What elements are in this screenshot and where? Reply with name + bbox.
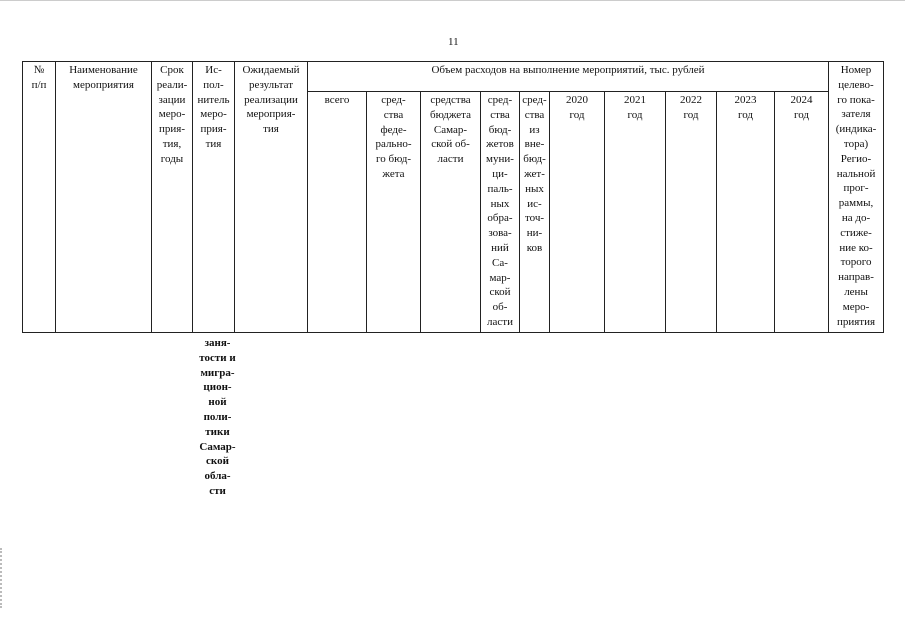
- header-activity-name: Наименование мероприятия: [56, 62, 152, 333]
- header-executor: Ис- пол- нитель меро- прия- тия: [193, 62, 235, 333]
- expenses-table: [22, 61, 884, 333]
- page-number: 11: [448, 36, 459, 48]
- subheader-municipal-budgets: сред- ства бюд- жетов муни- ци- паль- ных обра- зова- ний Са- мар- ской об- ласти: [481, 92, 520, 333]
- header-expenses-volume: Объем расходов на выполнение мероприятий, тыс. рублей: [308, 62, 829, 92]
- subheader-year-2023: 2023 год: [717, 92, 775, 333]
- subheader-year-2022: 2022 год: [666, 92, 717, 333]
- subheader-year-2021: 2021 год: [605, 92, 666, 333]
- subheader-year-2024: 2024 год: [775, 92, 829, 333]
- subheader-federal-budget: сред- ства феде- рально- го бюд- жета: [367, 92, 421, 333]
- executor-continuation-text: заня- тости и мигра- цион- ной поли- тики Самар- ской обла- сти: [199, 337, 236, 497]
- scan-left-edge-artifact: [0, 548, 8, 608]
- header-implementation-term: Срок реали- зации меро- прия- тия, годы: [152, 62, 193, 333]
- subheader-total: всего: [308, 92, 367, 333]
- header-expected-result: Ожидаемый результат реализации мероприя- тия: [235, 62, 308, 333]
- table-header-row: [23, 62, 884, 92]
- header-target-indicator: Номер целево- го пока- зателя (индика- тора) Регио- нальной прог- раммы, на до- стиже- ние ко- торого направ- лены меро- приятия: [829, 62, 884, 333]
- scan-top-edge: [0, 0, 905, 1]
- subheader-extrabudgetary: сред- ства из вне- бюд- жет- ных ис- точ- ни- ков: [520, 92, 550, 333]
- subheader-year-2020: 2020 год: [550, 92, 605, 333]
- subheader-regional-budget: средства бюджета Самар- ской об- ласти: [421, 92, 481, 333]
- header-number: № п/п: [23, 62, 56, 333]
